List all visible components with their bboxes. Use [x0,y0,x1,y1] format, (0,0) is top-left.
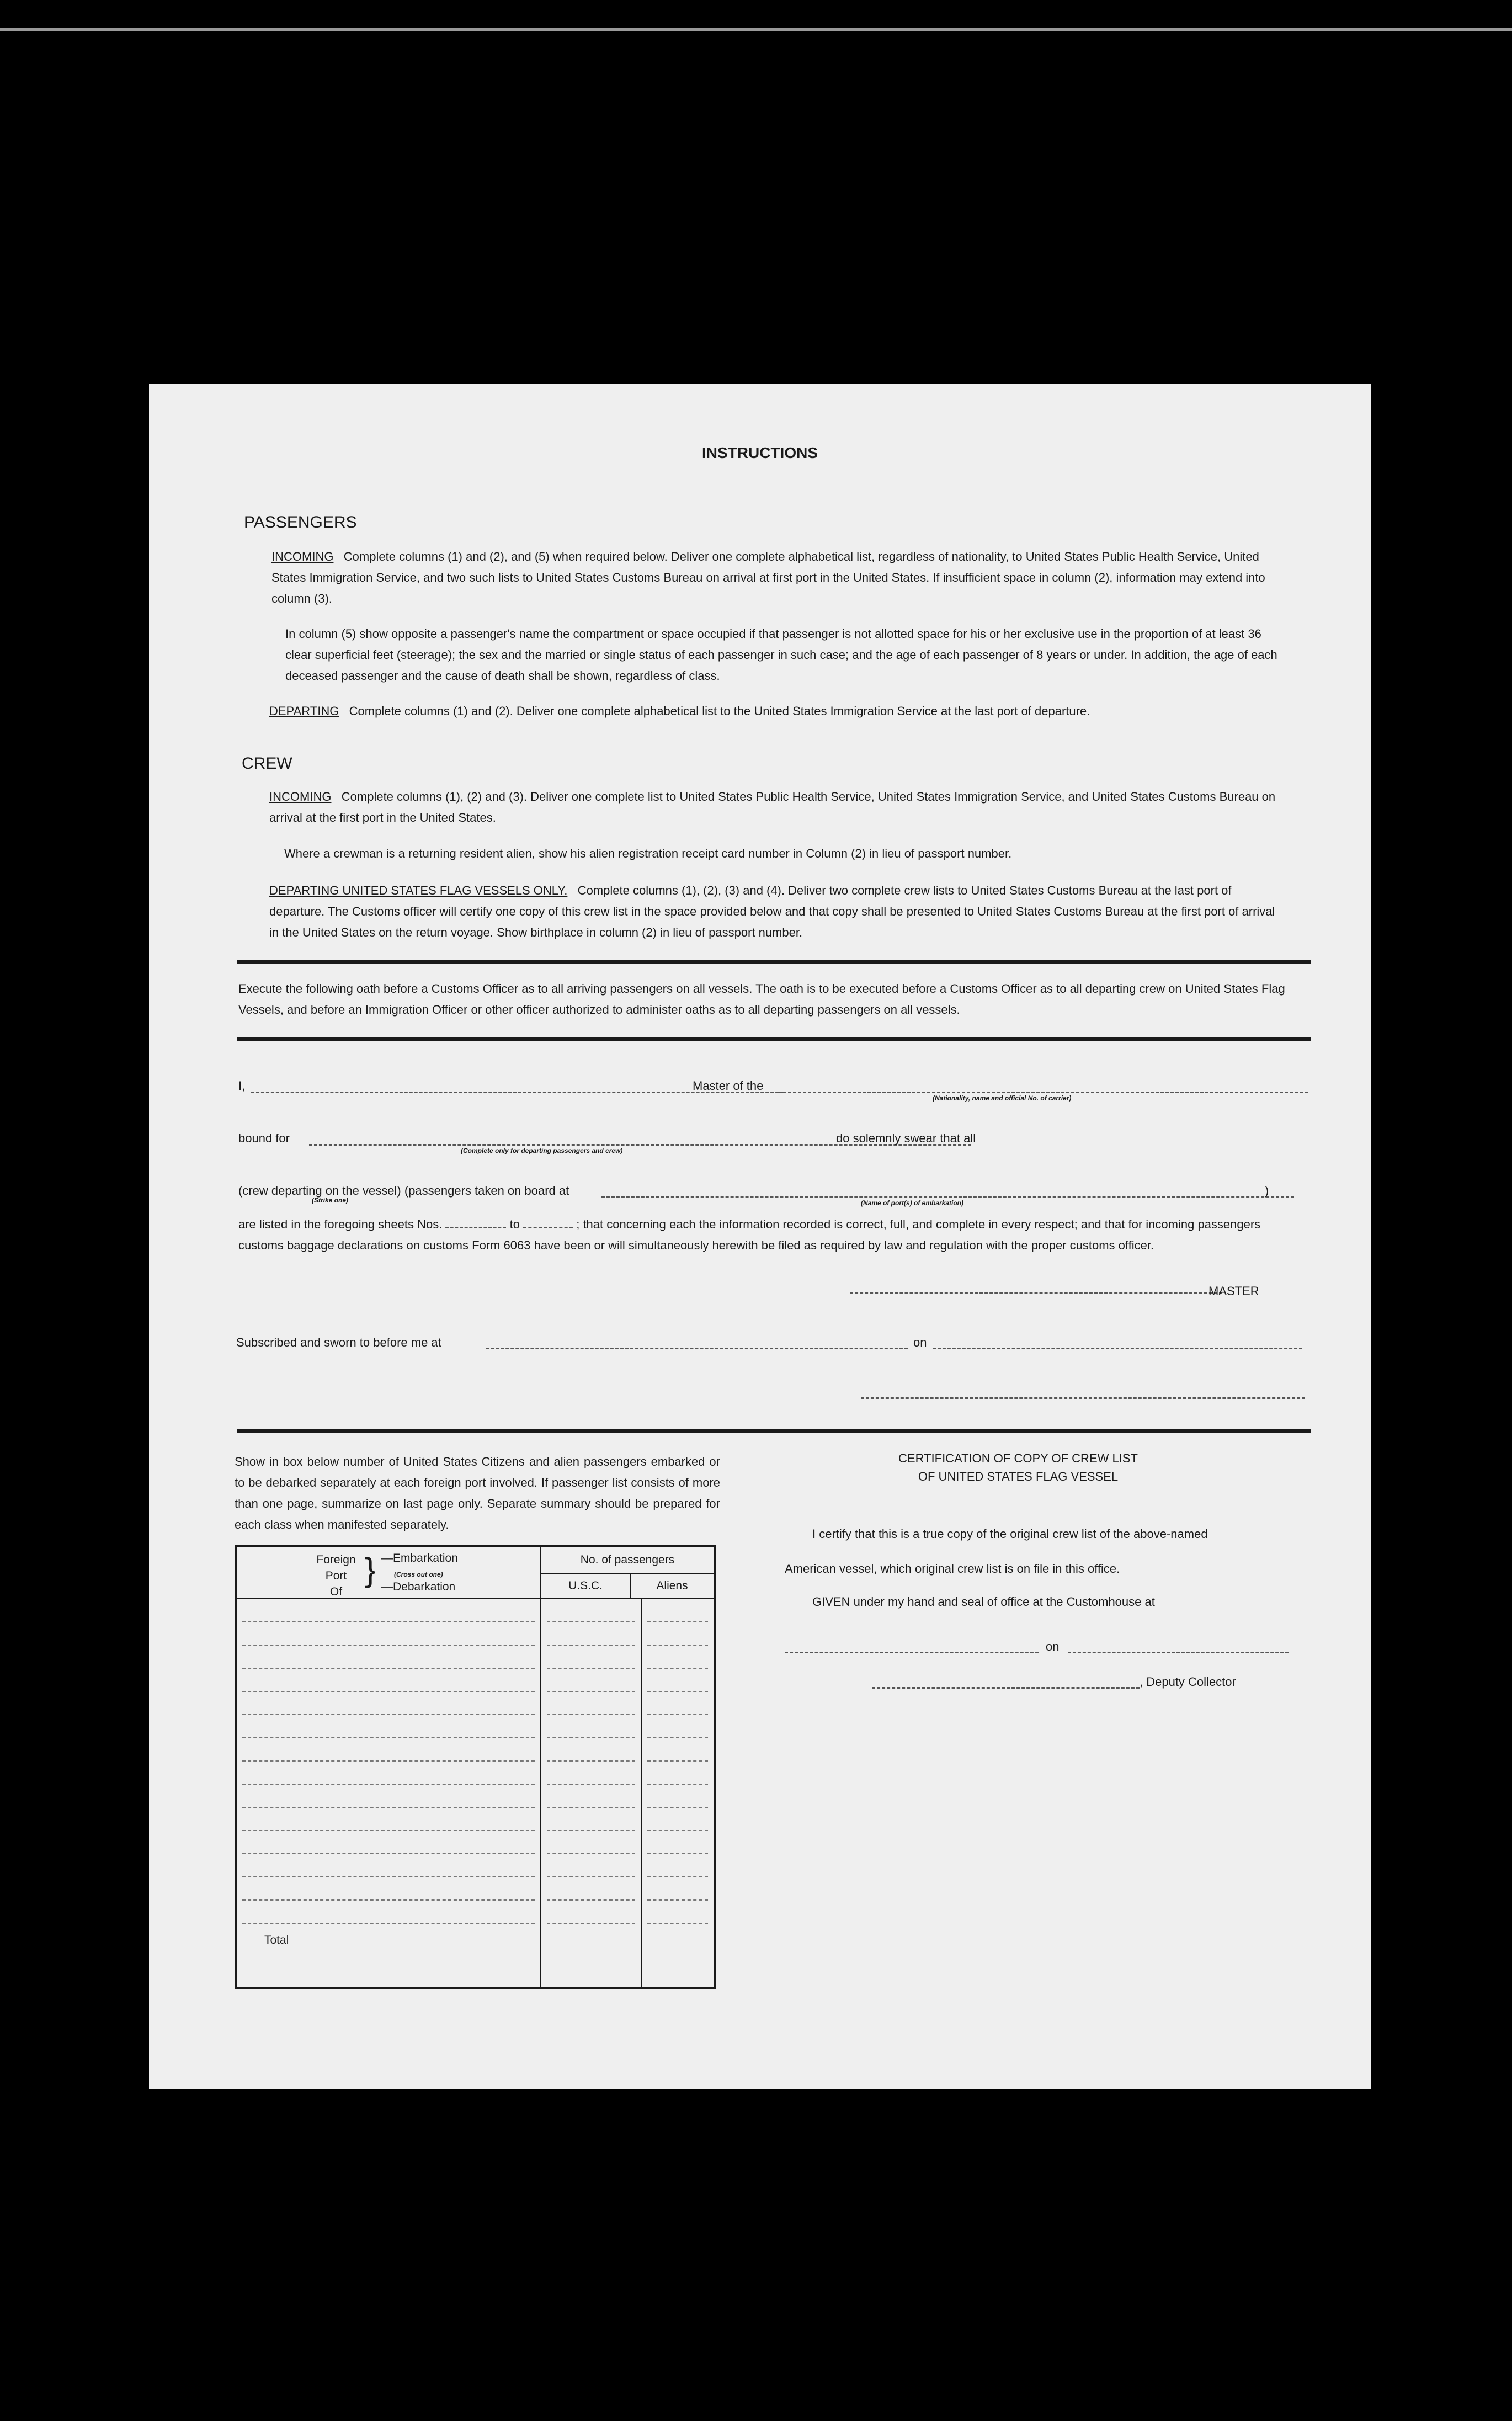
port-note: (Name of port(s) of embarkation) [861,1199,964,1207]
aliens-cell[interactable] [647,1738,708,1762]
port-row[interactable] [242,1599,535,1622]
port-row[interactable] [242,1646,535,1669]
master-label: MASTER [1208,1284,1259,1298]
port-row[interactable] [242,1692,535,1715]
brace-icon: } [365,1551,376,1588]
sworn-date-field[interactable] [933,1348,1302,1349]
debarkation-label[interactable]: —Debarkation [381,1581,456,1593]
cross-out-note: (Cross out one) [394,1571,443,1578]
crew-departing-label: DEPARTING UNITED STATES FLAG VESSELS ONLY. [269,884,568,897]
embarkation-label[interactable]: —Embarkation [381,1552,458,1565]
crew-passenger-line: (crew departing on the vessel) (passengers taken on board at [238,1184,569,1198]
port-row[interactable] [242,1785,535,1808]
aliens-label: Aliens [630,1574,714,1598]
total-label: Total [264,1934,289,1946]
passengers-departing-label: DEPARTING [269,704,339,718]
cert-line-1: I certify that this is a true copy of the original crew list of the above-named [812,1527,1208,1541]
crew-alien-note: Where a crewman is a returning resident alien, show his alien registration receipt card number in Column (2) in lieu of passport number. [284,847,1012,860]
cert-line-3: GIVEN under my hand and seal of office at the Customhouse at [812,1595,1155,1609]
divider-1 [237,960,1311,964]
usc-column [541,1599,641,1988]
passengers-incoming [271,546,1281,609]
usc-cell[interactable] [547,1715,635,1738]
usc-cell[interactable] [547,1738,635,1762]
form-sheet [149,384,1371,2089]
of-label: Of [329,1585,343,1598]
aliens-cell[interactable] [647,1692,708,1715]
port-row[interactable] [242,1854,535,1877]
usc-cell[interactable] [547,1901,635,1924]
no-passengers-label: No. of passengers [541,1547,714,1574]
subscribed-label: Subscribed and sworn to before me at [236,1335,441,1349]
aliens-cell[interactable] [647,1646,708,1669]
usc-cell[interactable] [547,1646,635,1669]
passenger-summary-table [235,1545,716,1989]
usc-cell[interactable] [547,1854,635,1877]
master-of-label: Master of the [693,1079,764,1093]
swear-label: do solemnly swear that all [836,1131,976,1145]
aliens-column [641,1599,715,1988]
port-row[interactable] [242,1669,535,1692]
aliens-cell[interactable] [647,1901,708,1924]
carrier-note: (Nationality, name and official No. of carrier) [933,1094,1072,1102]
oath-intro: Execute the following oath before a Customs Officer as to all arriving passengers on all vessels. The oath is to be executed before a Customs Officer as to all departing crew on United States Flag Vessels, and before an Immigration Officer or other officer authorized to administer oaths as to all departing passengers on all vessels. [238,982,1285,1017]
port-header-cell [236,1546,541,1599]
aliens-cell[interactable] [647,1877,708,1901]
cert-heading-2: OF UNITED STATES FLAG VESSEL [918,1470,1119,1483]
sheet-from-field[interactable] [445,1227,506,1228]
port-row[interactable] [242,1877,535,1901]
aliens-cell[interactable] [647,1715,708,1738]
deputy-signature-field[interactable] [872,1687,1140,1689]
bound-for-label: bound for [238,1131,290,1145]
listed-b: ; that concerning each the information recorded is correct, full, and complete in every respect; and that for incoming passengers customs baggage declarations on customs Form 6063 have been or will simultaneously herewith be filed as required by law and regulation with the proper customs officer. [238,1217,1261,1252]
passengers-column5: In column (5) show opposite a passenger's name the compartment or space occupied if that passenger is not allotted space for his or her exclusive use in the proportion of at least 36 clear superficial feet (steerage); the sex and the married or single status of each passenger in such case; and the age of each passenger of 8 years or under. In addition, the age of each deceased passenger and the cause of death shall be shown, regardless of class. [285,627,1277,683]
aliens-cell[interactable] [647,1669,708,1692]
sheet-to-field[interactable] [523,1227,573,1228]
aliens-cell[interactable] [647,1785,708,1808]
port-row[interactable] [242,1762,535,1785]
usc-cell[interactable] [547,1692,635,1715]
close-paren: ) [1265,1184,1269,1198]
passengers-header-cell [541,1546,715,1599]
crew-heading: CREW [242,754,292,773]
usc-cell[interactable] [547,1762,635,1785]
crew-incoming-label: INCOMING [269,790,332,804]
passengers-incoming-label: INCOMING [271,550,334,563]
master-signature-field[interactable] [850,1292,1222,1294]
divider-2 [237,1037,1311,1041]
listed-statement [238,1214,1306,1256]
divider-3 [237,1429,1311,1433]
sworn-place-field[interactable] [486,1348,908,1349]
summary-intro: Show in box below number of United States Citizens and alien passengers embarked or to be debarked separately at each foreign port involved. If passenger list consists of more than one page, summarize on last page only. Separate summary should be prepared for each class when manifested separately. [235,1455,720,1531]
passengers-departing [269,701,1279,722]
strike-note: (Strike one) [312,1196,349,1204]
officer-signature-field[interactable] [861,1397,1305,1399]
bound-note: (Complete only for departing passengers and crew) [461,1147,623,1154]
crew-departing [269,880,1282,943]
cert-date-field[interactable] [1068,1652,1289,1653]
aliens-cell[interactable] [647,1762,708,1785]
listed-a: are listed in the foregoing sheets Nos. [238,1217,443,1231]
port-row[interactable] [242,1715,535,1738]
deputy-collector-label: , Deputy Collector [1140,1675,1236,1689]
port-column [236,1599,541,1988]
usc-cell[interactable] [547,1785,635,1808]
page-title: INSTRUCTIONS [702,444,818,461]
passengers-heading: PASSENGERS [244,513,357,531]
aliens-cell[interactable] [647,1854,708,1877]
port-row[interactable] [242,1738,535,1762]
scanner-edge-line [0,28,1512,31]
port-label: Port [325,1569,347,1582]
oath-i-label: I, [238,1079,246,1093]
aliens-cell[interactable] [647,1599,708,1622]
passengers-incoming-text: Complete columns (1) and (2), and (5) when required below. Deliver one complete alphabetical list, regardless of nationality, to United States Public Health Service, United States Immigration Service, and two such lists to United States Customs Bureau on arrival at first port in the United States. If insufficient space in column (2), information may extend into column (3). [271,550,1265,605]
sworn-on-label: on [913,1335,927,1349]
passengers-departing-text: Complete columns (1) and (2). Deliver one complete alphabetical list to the United States Immigration Service at the last port of departure. [349,704,1090,718]
aliens-cell[interactable] [647,1831,708,1854]
port-row[interactable] [242,1622,535,1646]
crew-incoming [269,786,1282,828]
port-row[interactable] [242,1901,535,1924]
crew-departing-text: Complete columns (1), (2), (3) and (4). Deliver two complete crew lists to United States Customs Bureau at the last port of departure. The Customs officer will certify one copy of this crew list in the space provided below and that copy shall be presented to United States Customs Bureau at the first port of arrival in the United States on the return voyage. Show birthplace in column (2) in lieu of passport number. [269,884,1275,939]
foreign-label: Foreign [316,1553,356,1566]
usc-cell[interactable] [547,1599,635,1622]
usc-cell[interactable] [547,1877,635,1901]
usc-cell[interactable] [547,1831,635,1854]
cert-on-label: on [1046,1640,1060,1653]
usc-label: U.S.C. [568,1579,603,1592]
listed-to: to [509,1217,520,1231]
usc-cell[interactable] [547,1622,635,1646]
usc-cell[interactable] [547,1669,635,1692]
embarkation-port-field[interactable] [601,1196,1294,1198]
aliens-cell[interactable] [647,1622,708,1646]
crew-incoming-text: Complete columns (1), (2) and (3). Deliver one complete list to United States Public Health Service, United States Immigration Service, and United States Customs Bureau on arrival at the first port in the United States. [269,790,1276,824]
cert-line-2: American vessel, which original crew list is on file in this office. [785,1562,1120,1576]
carrier-field[interactable] [778,1092,1308,1093]
usc-cell[interactable] [547,1808,635,1831]
aliens-cell[interactable] [647,1808,708,1831]
customhouse-field[interactable] [785,1652,1039,1653]
cert-heading-1: CERTIFICATION OF COPY OF CREW LIST [898,1451,1138,1465]
port-row[interactable] [242,1831,535,1854]
port-row[interactable] [242,1808,535,1831]
